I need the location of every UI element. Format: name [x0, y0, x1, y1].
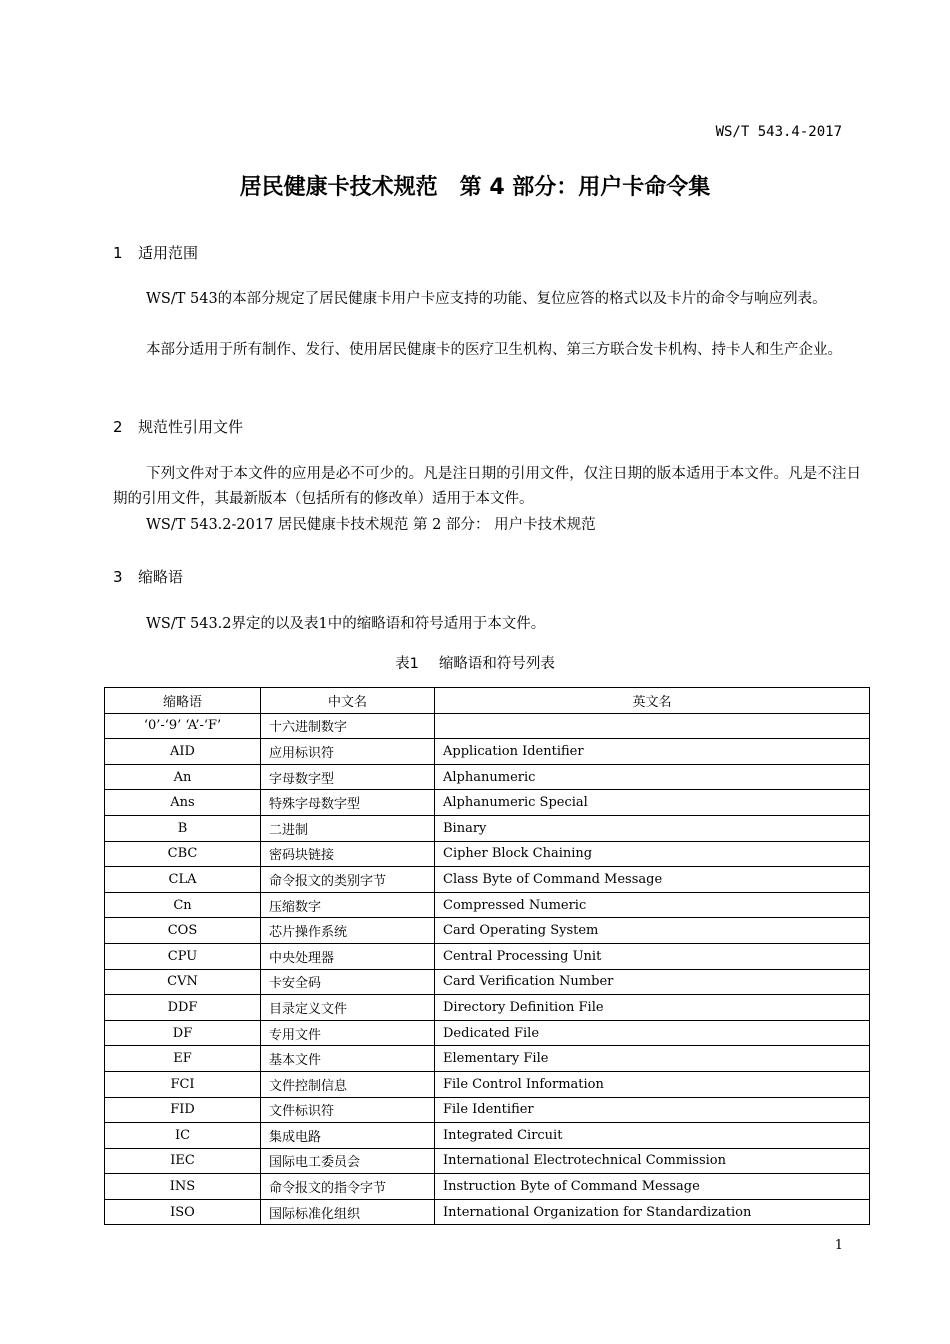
cell-chinese-name: 卡安全码 — [261, 969, 435, 995]
cell-abbreviation: COS — [105, 918, 261, 944]
cell-chinese-name: 文件控制信息 — [261, 1071, 435, 1097]
cell-english-name: Instruction Byte of Command Message — [435, 1174, 870, 1200]
cell-abbreviation: Ans — [105, 790, 261, 816]
table-header-row — [105, 688, 870, 714]
cell-chinese-name: 命令报文的指令字节 — [261, 1174, 435, 1200]
section-number: 1 — [113, 244, 123, 262]
cell-abbreviation: DDF — [105, 995, 261, 1021]
column-header-abbreviation: 缩略语 — [105, 688, 261, 714]
cell-english-name: File Control Information — [435, 1071, 870, 1097]
scope-paragraph-1: WS/T 543的本部分规定了居民健康卡用户卡应支持的功能、复位应答的格式以及卡片的命令与响应列表。 — [146, 291, 827, 307]
cell-abbreviation: INS — [105, 1174, 261, 1200]
cell-chinese-name: 特殊字母数字型 — [261, 790, 435, 816]
document-title: 居民健康卡技术规范 第 4 部分：用户卡命令集 — [239, 175, 711, 200]
cell-abbreviation: FID — [105, 1097, 261, 1123]
section-heading-references — [113, 416, 243, 437]
section-number: 2 — [113, 418, 123, 436]
section-heading-scope — [113, 242, 198, 263]
cell-english-name: Dedicated File — [435, 1020, 870, 1046]
cell-abbreviation: CLA — [105, 867, 261, 893]
table-row — [105, 1046, 870, 1072]
table-caption-number: 表1 — [395, 656, 419, 672]
table-caption — [0, 652, 950, 673]
cell-english-name: International Electrotechnical Commission — [435, 1148, 870, 1174]
cell-chinese-name: 集成电路 — [261, 1123, 435, 1149]
cell-english-name: Card Verification Number — [435, 969, 870, 995]
cell-english-name: Integrated Circuit — [435, 1123, 870, 1149]
section-number: 3 — [113, 568, 123, 586]
cell-english-name: Binary — [435, 815, 870, 841]
cell-chinese-name: 文件标识符 — [261, 1097, 435, 1123]
references-paragraph-2: WS/T 543.2-2017 居民健康卡技术规范 第 2 部分： 用户卡技术规范 — [146, 517, 596, 533]
table-row — [105, 969, 870, 995]
section-title: 规范性引用文件 — [138, 418, 244, 436]
cell-english-name: Alphanumeric Special — [435, 790, 870, 816]
cell-english-name: Compressed Numeric — [435, 892, 870, 918]
table-row — [105, 943, 870, 969]
cell-abbreviation: IC — [105, 1123, 261, 1149]
cell-english-name: File Identifier — [435, 1097, 870, 1123]
cell-chinese-name: 命令报文的类别字节 — [261, 867, 435, 893]
cell-chinese-name: 应用标识符 — [261, 739, 435, 765]
abbreviations-table — [104, 687, 870, 1225]
table-row — [105, 1174, 870, 1200]
cell-abbreviation: DF — [105, 1020, 261, 1046]
cell-chinese-name: 芯片操作系统 — [261, 918, 435, 944]
table-row — [105, 1123, 870, 1149]
table-row — [105, 918, 870, 944]
standard-number: WS/T 543.4-2017 — [715, 124, 842, 140]
table-row — [105, 790, 870, 816]
section-title: 适用范围 — [138, 244, 199, 262]
table-row — [105, 1199, 870, 1225]
table-row — [105, 892, 870, 918]
cell-abbreviation: EF — [105, 1046, 261, 1072]
scope-paragraph-2: 本部分适用于所有制作、发行、使用居民健康卡的医疗卫生机构、第三方联合发卡机构、持卡人和生产企业。 — [146, 342, 842, 358]
cell-english-name: Elementary File — [435, 1046, 870, 1072]
cell-abbreviation: CBC — [105, 841, 261, 867]
cell-english-name: Central Processing Unit — [435, 943, 870, 969]
cell-abbreviation: IEC — [105, 1148, 261, 1174]
references-paragraph-1: 下列文件对于本文件的应用是必不可少的。凡是注日期的引用文件，仅注日期的版本适用于本文件。凡是不注日期的引用文件，其最新版本（包括所有的修改单）适用于本文件。 — [113, 466, 861, 507]
cell-english-name: Directory Definition File — [435, 995, 870, 1021]
table-row — [105, 1097, 870, 1123]
abbreviations-paragraph: WS/T 543.2界定的以及表1中的缩略语和符号适用于本文件。 — [146, 616, 546, 632]
column-header-chinese-name: 中文名 — [261, 688, 435, 714]
cell-english-name — [435, 713, 870, 739]
cell-abbreviation: AID — [105, 739, 261, 765]
cell-chinese-name: 密码块链接 — [261, 841, 435, 867]
cell-chinese-name: 十六进制数字 — [261, 713, 435, 739]
cell-english-name: Alphanumeric — [435, 764, 870, 790]
table-row — [105, 841, 870, 867]
cell-abbreviation: Cn — [105, 892, 261, 918]
table-row — [105, 995, 870, 1021]
cell-english-name: Class Byte of Command Message — [435, 867, 870, 893]
cell-abbreviation: CPU — [105, 943, 261, 969]
cell-chinese-name: 中央处理器 — [261, 943, 435, 969]
table-row — [105, 739, 870, 765]
cell-chinese-name: 专用文件 — [261, 1020, 435, 1046]
cell-abbreviation: FCI — [105, 1071, 261, 1097]
cell-abbreviation: CVN — [105, 969, 261, 995]
cell-chinese-name: 字母数字型 — [261, 764, 435, 790]
cell-chinese-name: 国际电工委员会 — [261, 1148, 435, 1174]
table-row — [105, 1020, 870, 1046]
column-header-english-name: 英文名 — [435, 688, 870, 714]
table-row — [105, 764, 870, 790]
section-heading-abbreviations — [113, 566, 183, 587]
cell-chinese-name: 基本文件 — [261, 1046, 435, 1072]
cell-chinese-name: 国际标准化组织 — [261, 1199, 435, 1225]
table-row — [105, 1071, 870, 1097]
table-row — [105, 815, 870, 841]
cell-chinese-name: 目录定义文件 — [261, 995, 435, 1021]
table-row — [105, 867, 870, 893]
cell-english-name: Cipher Block Chaining — [435, 841, 870, 867]
cell-chinese-name: 二进制 — [261, 815, 435, 841]
table-caption-text: 缩略语和符号列表 — [438, 656, 555, 672]
table-row — [105, 713, 870, 739]
cell-abbreviation: An — [105, 764, 261, 790]
cell-english-name: Card Operating System — [435, 918, 870, 944]
cell-english-name: Application Identifier — [435, 739, 870, 765]
page-number: 1 — [834, 1238, 843, 1253]
cell-abbreviation: ISO — [105, 1199, 261, 1225]
cell-abbreviation: ‘0’-‘9’ ‘A’-‘F’ — [105, 713, 261, 739]
table-row — [105, 1148, 870, 1174]
cell-chinese-name: 压缩数字 — [261, 892, 435, 918]
cell-english-name: International Organization for Standardization — [435, 1199, 870, 1225]
table-body — [105, 713, 870, 1225]
section-title: 缩略语 — [138, 568, 184, 586]
cell-abbreviation: B — [105, 815, 261, 841]
